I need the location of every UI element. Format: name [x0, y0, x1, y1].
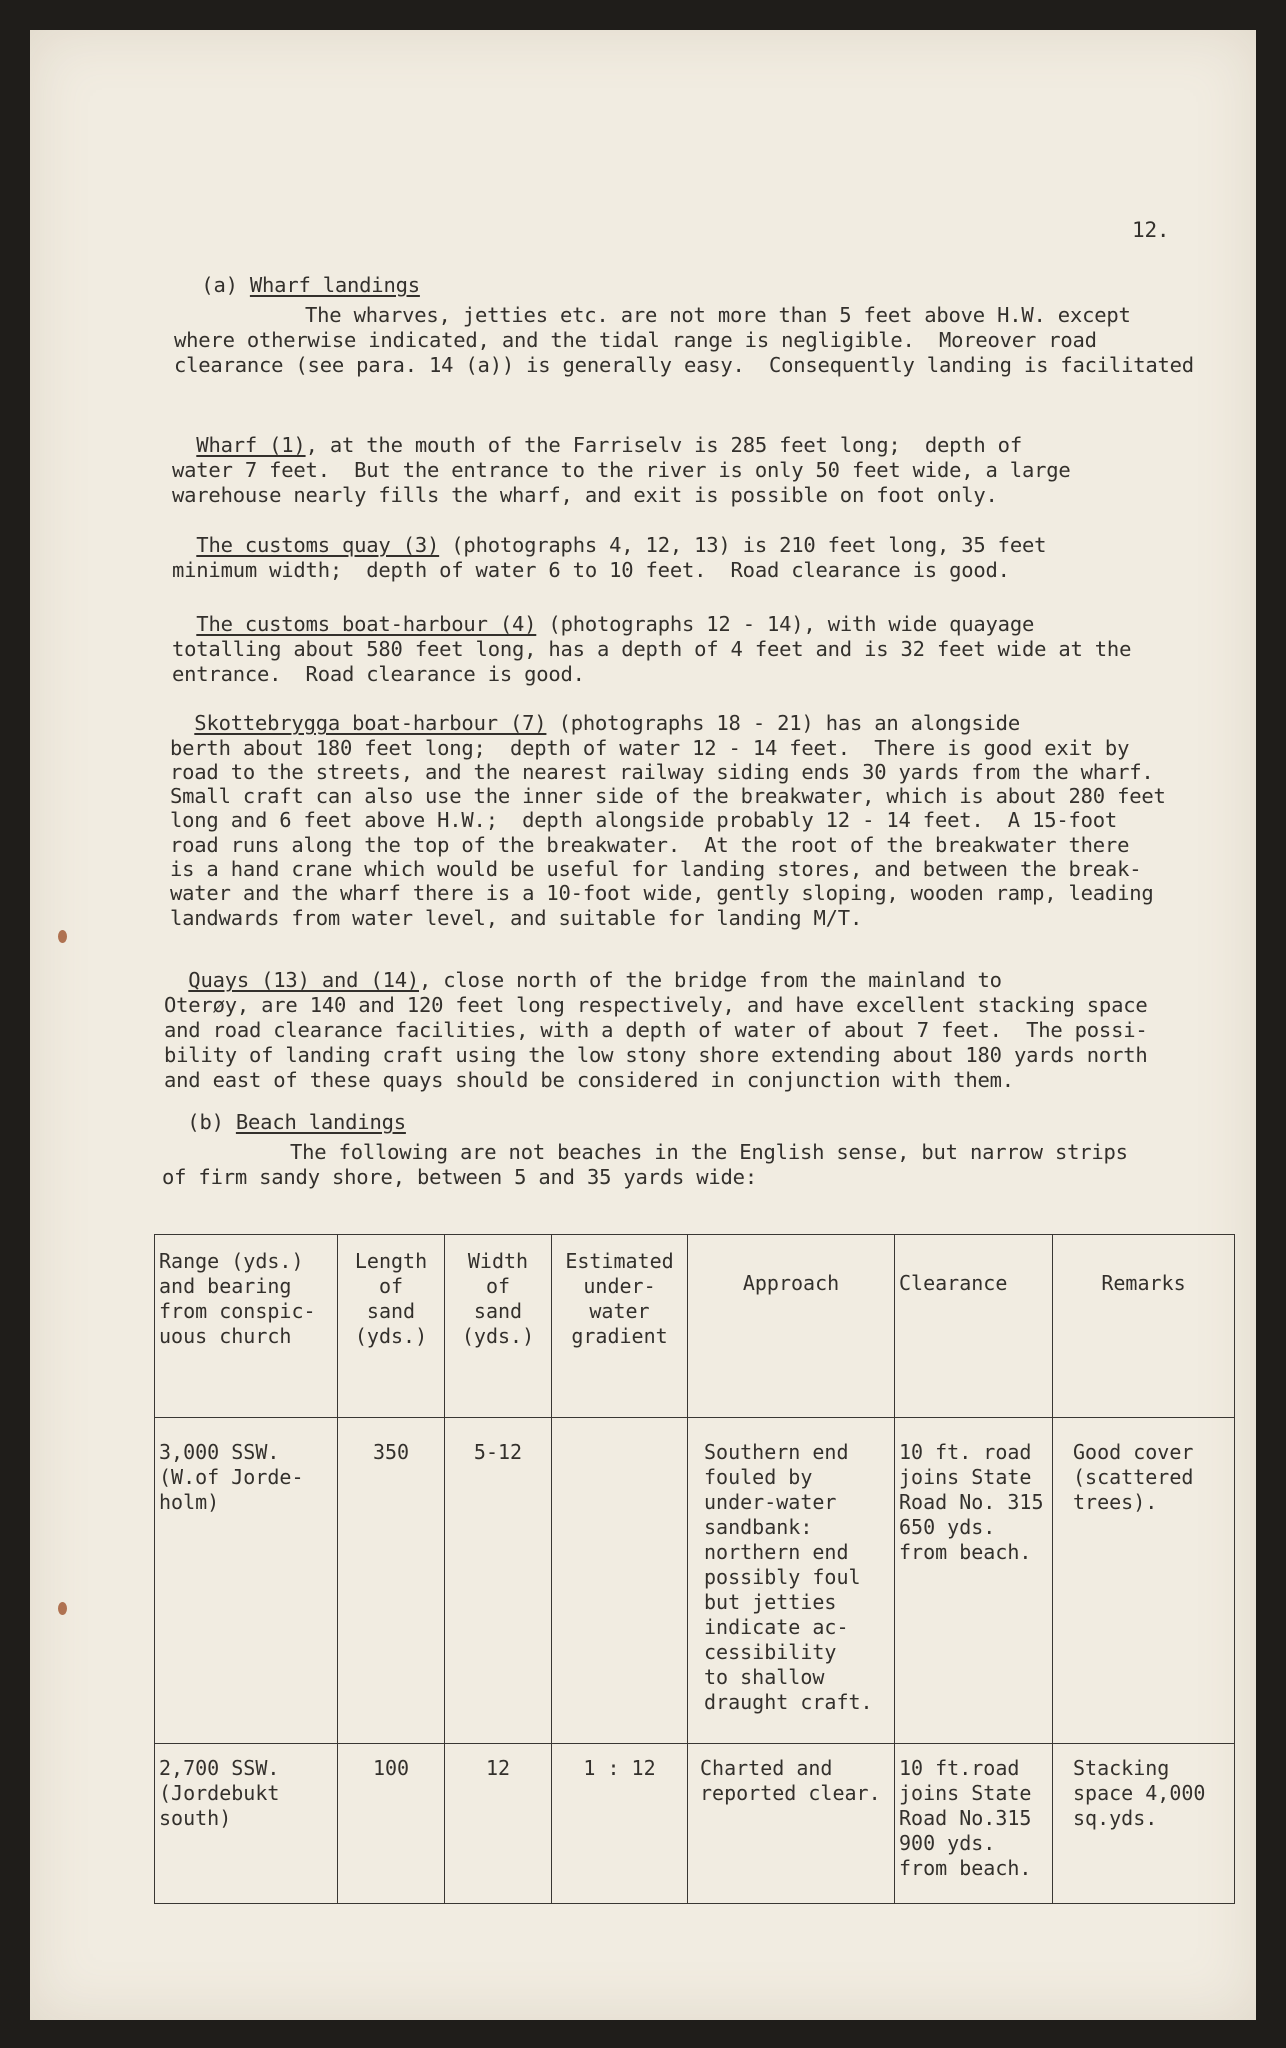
section-a-label: (a)	[201, 273, 238, 297]
cell-remarks: Stacking space 4,000 sq.yds.	[1053, 1744, 1235, 1904]
section-b-label: (b)	[187, 1110, 224, 1134]
skottebrygga-text: (photographs 18 - 21) has an alongside berth about 180 feet long; depth of water 12 - 14 feet. There is good exit by road to the streets, and the nearest railway siding ends 30 yards from the wharf. Small craft can also use the inner side of the breakwater, which is about 280 feet long and 6 feet above H.W.; depth alongside probably 12 - 14 feet. A 15-foot road runs along the top of the breakwater. At the root of the breakwater there is a hand crane which would be useful for landing stores, and between the break- water and the wharf there is a 10-foot wide, gently sloping, wooden ramp, leading landwards from water level, and suitable for landing M/T.	[170, 711, 1166, 930]
header-approach: Approach	[688, 1235, 895, 1418]
customs-boat-harbour-title: The customs boat-harbour (4)	[196, 612, 537, 636]
customs-quay-paragraph	[172, 508, 1046, 583]
header-range: Range (yds.) and bearing from conspic- uous church	[155, 1235, 338, 1418]
header-gradient: Estimated under- water gradient	[552, 1235, 688, 1418]
header-length: Length of sand (yds.)	[338, 1235, 445, 1418]
rust-stain-mark	[58, 1602, 67, 1615]
wharf-1-title: Wharf (1)	[196, 433, 306, 457]
customs-boat-harbour-text: (photographs 12 - 14), with wide quayage totalling about 580 feet long, has a depth of 4 feet and is 32 feet wide at the entrance. Road clearance is good.	[172, 612, 1132, 686]
cell-length: 100	[338, 1744, 445, 1904]
header-clearance: Clearance	[895, 1235, 1053, 1418]
beach-landings-table	[154, 1234, 1235, 1904]
cell-range: 3,000 SSW. (W.of Jorde- holm)	[155, 1418, 338, 1744]
cell-range: 2,700 SSW. (Jordebukt south)	[155, 1744, 338, 1904]
customs-boat-harbour-paragraph	[172, 587, 1131, 687]
cell-gradient	[552, 1418, 688, 1744]
cell-length: 350	[338, 1418, 445, 1744]
wharf-1-text: , at the mouth of the Farriselv is 285 feet long; depth of water 7 feet. But the entrance to the river is only 50 feet wide, a large warehouse nearly fills the wharf, and exit is possible on foot only.	[172, 433, 1071, 507]
table-row	[155, 1744, 1235, 1904]
wharf-intro-paragraph: The wharves, jetties etc. are not more than 5 feet above H.W. except where otherwise indicated, and the tidal range is negligible. Moreover road clearance (see para. 14 (a)) is generally easy. Consequently landing is facilitated	[174, 303, 1194, 377]
header-width: Width of sand (yds.)	[445, 1235, 552, 1418]
cell-gradient: 1 : 12	[552, 1744, 688, 1904]
cell-clearance: 10 ft. road joins State Road No. 315 650 yds. from beach.	[895, 1418, 1053, 1744]
skottebrygga-title: Skottebrygga boat-harbour (7)	[194, 711, 547, 736]
quays-13-14-title: Quays (13) and (14)	[188, 968, 419, 992]
page-number: 12.	[1132, 218, 1170, 242]
customs-quay-text: (photographs 4, 12, 13) is 210 feet long, 35 feet minimum width; depth of water 6 to 10 feet. Road clearance is good.	[172, 533, 1047, 582]
rust-stain-mark	[58, 930, 67, 943]
wharf-1-paragraph	[172, 408, 1071, 508]
section-b-title: Beach landings	[235, 1110, 406, 1134]
beach-intro-paragraph: The following are not beaches in the English sense, but narrow strips of firm sandy shore, between 5 and 35 yards wide:	[162, 1140, 1128, 1189]
section-a-title: Wharf landings	[249, 273, 420, 297]
table-row	[155, 1418, 1235, 1744]
section-a-heading	[177, 248, 420, 298]
section-b-heading	[163, 1085, 406, 1135]
header-remarks: Remarks	[1053, 1235, 1235, 1418]
cell-width: 12	[445, 1744, 552, 1904]
cell-approach: Charted and reported clear.	[688, 1744, 895, 1904]
cell-width: 5-12	[445, 1418, 552, 1744]
cell-clearance: 10 ft.road joins State Road No.315 900 yds. from beach.	[895, 1744, 1053, 1904]
table-header-row	[155, 1235, 1235, 1418]
cell-approach: Southern end fouled by under-water sandbank: northern end possibly foul but jetties indicate ac- cessibility to shallow draught craft.	[688, 1418, 895, 1744]
cell-remarks: Good cover (scattered trees).	[1053, 1418, 1235, 1744]
quays-13-14-text: , close north of the bridge from the mainland to Oterøy, are 140 and 120 feet long respectively, and have excellent stacking space and road clearance facilities, with a depth of water of about 7 feet. The possi- bility of landing craft using the low stony shore extending about 180 yards north and east of these quays should be considered in conjunction with them.	[164, 968, 1148, 1092]
skottebrygga-paragraph	[170, 687, 1166, 930]
quays-13-14-paragraph	[164, 943, 1148, 1093]
customs-quay-title: The customs quay (3)	[196, 533, 440, 557]
